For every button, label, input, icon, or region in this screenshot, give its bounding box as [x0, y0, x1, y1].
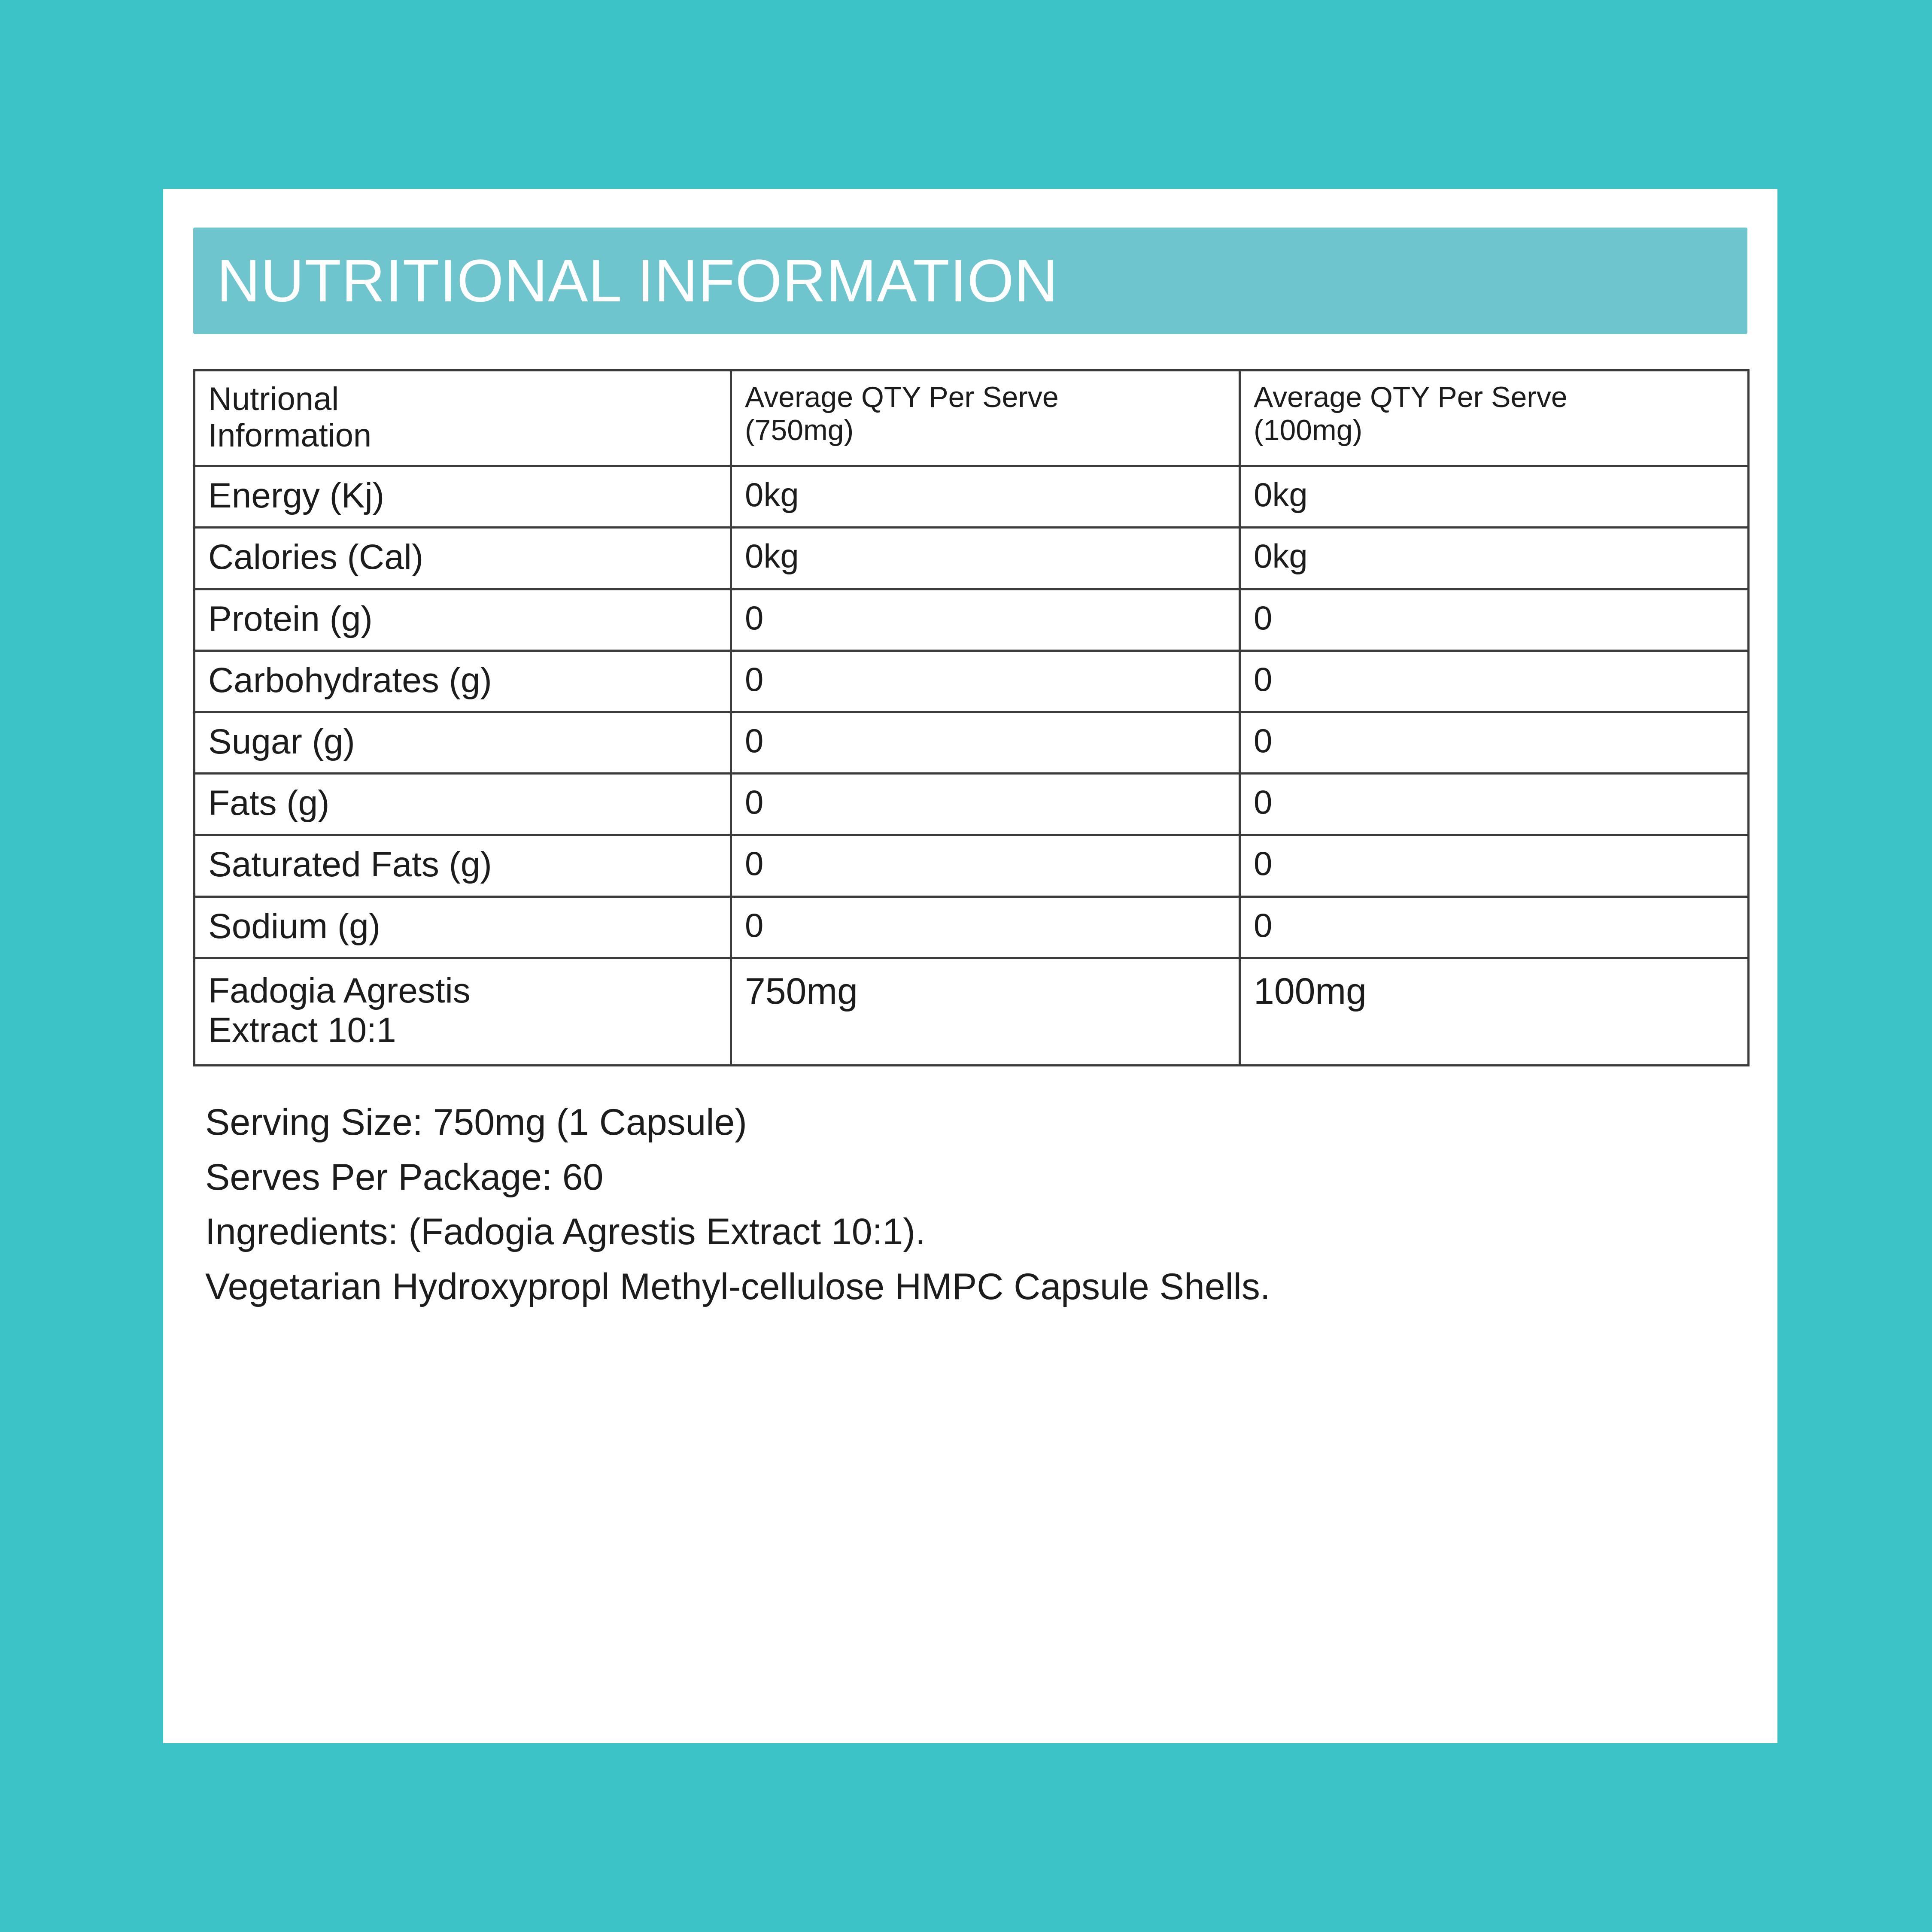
row-value-calories-100: 0kg: [1240, 528, 1749, 589]
row-value-fadogia-750: 750mg: [731, 958, 1240, 1066]
column-header-nutrient: [194, 371, 731, 466]
row-value-saturated-fats-750: 0: [731, 835, 1240, 896]
row-value-calories-750: 0kg: [731, 528, 1240, 589]
row-label-calories: Calories (Cal): [194, 528, 731, 589]
row-value-fadogia-100: 100mg: [1240, 958, 1749, 1066]
row-label-energy: Energy (Kj): [194, 466, 731, 528]
row-value-fats-750: 0: [731, 774, 1240, 835]
row-value-sugar-100: 0: [1240, 712, 1749, 773]
row-label-fadogia-line2: Extract 10:1: [208, 1010, 396, 1050]
column-header-serve-750: [731, 371, 1240, 466]
row-label-protein: Protein (g): [194, 589, 731, 650]
table-header-row: [194, 371, 1749, 466]
table-row-active-ingredient: [194, 958, 1749, 1066]
column-header-nutrient-line2: Information: [208, 417, 372, 454]
row-label-fadogia-agrestis: [194, 958, 731, 1066]
table-row: [194, 774, 1749, 835]
column-header-serve-750-line2: (750mg): [745, 413, 854, 447]
row-value-energy-750: 0kg: [731, 466, 1240, 528]
row-value-protein-100: 0: [1240, 589, 1749, 650]
column-header-serve-750-line1: Average QTY Per Serve: [745, 381, 1059, 413]
row-label-saturated-fats: Saturated Fats (g): [194, 835, 731, 896]
table-row: [194, 835, 1749, 896]
table-row: [194, 466, 1749, 528]
capsule-shells-text: Vegetarian Hydroxypropl Methyl-cellulose HMPC Capsule Shells.: [205, 1266, 1270, 1307]
column-header-serve-100-line1: Average QTY Per Serve: [1254, 381, 1567, 413]
ingredients-text: Ingredients: (Fadogia Agrestis Extract 10:1).: [205, 1211, 926, 1253]
row-value-energy-100: 0kg: [1240, 466, 1749, 528]
row-label-carbohydrates: Carbohydrates (g): [194, 650, 731, 712]
row-label-fats: Fats (g): [194, 774, 731, 835]
table-row: [194, 528, 1749, 589]
nutrition-table: [193, 369, 1750, 1066]
row-value-sugar-750: 0: [731, 712, 1240, 773]
column-header-serve-100: [1240, 371, 1749, 466]
row-value-carbohydrates-750: 0: [731, 650, 1240, 712]
table-row: [194, 589, 1749, 650]
row-value-sodium-100: 0: [1240, 896, 1749, 958]
row-value-fats-100: 0: [1240, 774, 1749, 835]
nutrition-panel-card: [163, 189, 1777, 1743]
serves-per-package-text: Serves Per Package: 60: [205, 1156, 604, 1198]
row-label-sugar: Sugar (g): [194, 712, 731, 773]
column-header-serve-100-line2: (100mg): [1254, 413, 1363, 447]
row-value-protein-750: 0: [731, 589, 1240, 650]
row-label-fadogia-line1: Fadogia Agrestis: [208, 971, 471, 1010]
column-header-nutrient-line1: Nutrional: [208, 381, 339, 417]
row-label-sodium: Sodium (g): [194, 896, 731, 958]
table-row: [194, 712, 1749, 773]
row-value-sodium-750: 0: [731, 896, 1240, 958]
row-value-saturated-fats-100: 0: [1240, 835, 1749, 896]
footer-notes: [193, 1101, 1747, 1309]
table-row: [194, 650, 1749, 712]
page-title: NUTRITIONAL INFORMATION: [217, 247, 1058, 314]
panel-header: [193, 228, 1747, 334]
serving-size-text: Serving Size: 750mg (1 Capsule): [205, 1102, 747, 1143]
nutrition-panel-content: [193, 228, 1747, 1309]
table-row: [194, 896, 1749, 958]
row-value-carbohydrates-100: 0: [1240, 650, 1749, 712]
